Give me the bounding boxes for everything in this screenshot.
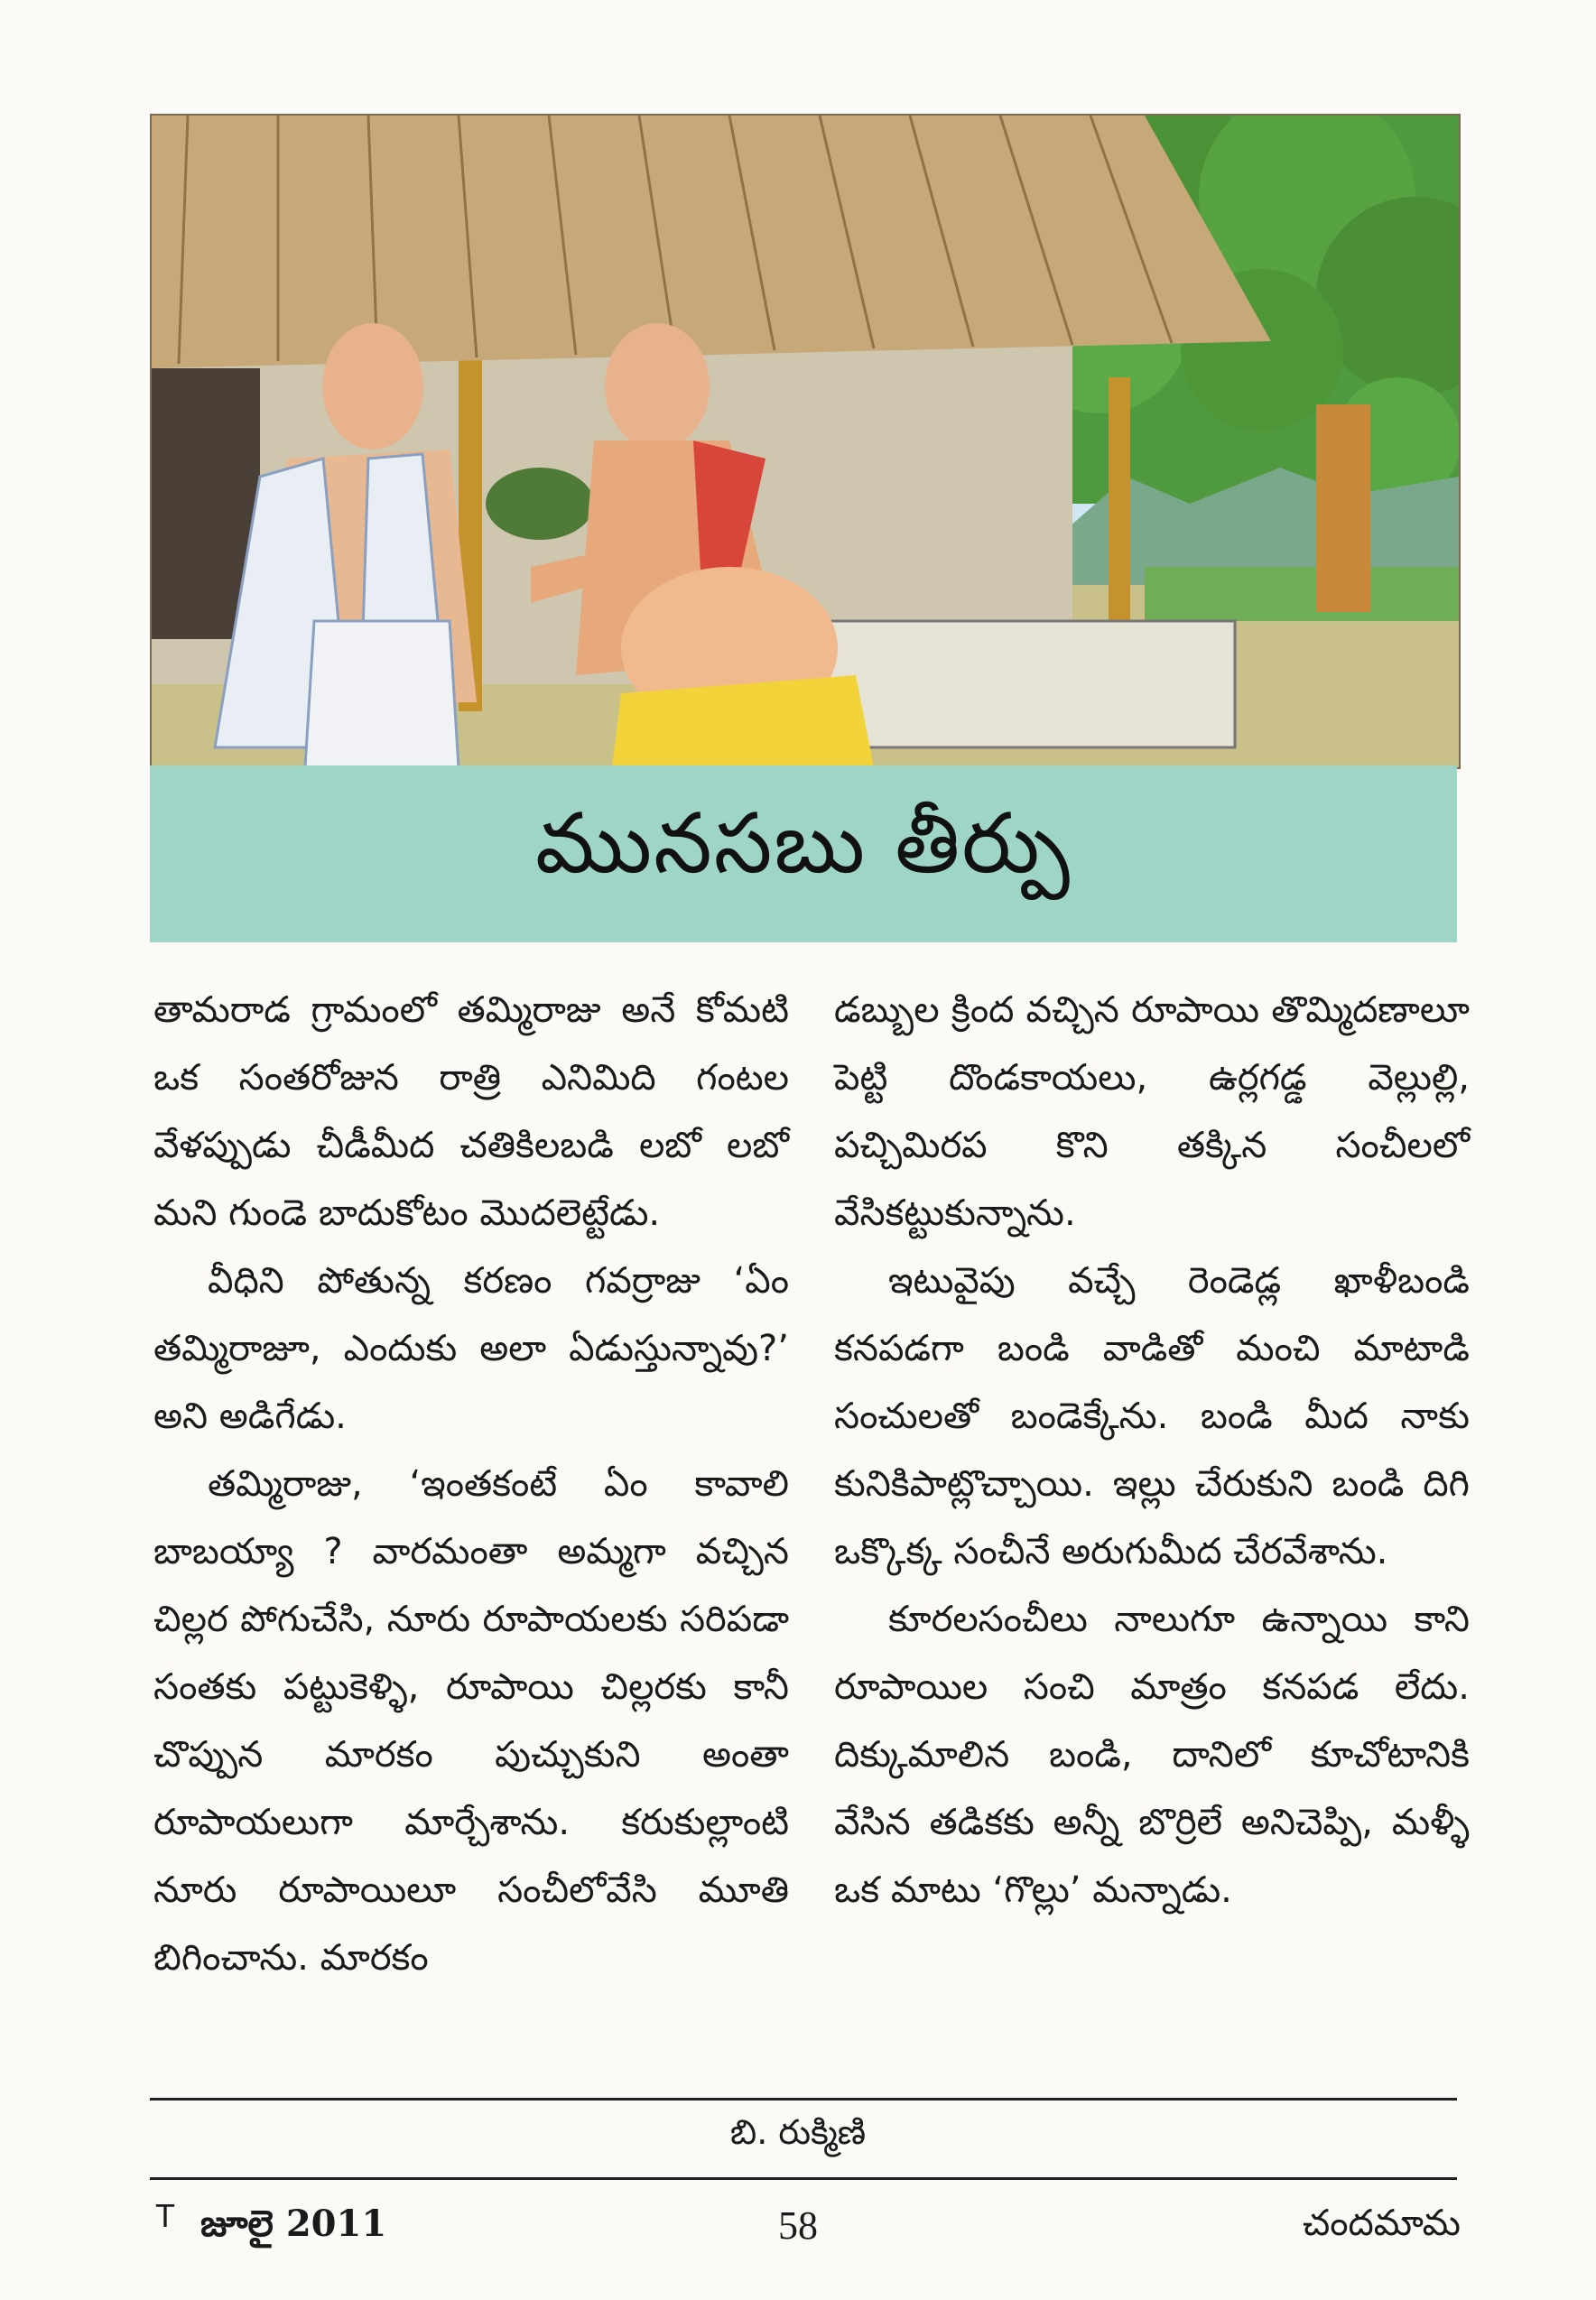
- paragraph: కూరలసంచీలు నాలుగూ ఉన్నాయి కాని రూపాయిల సంచి మాత్రం కనపడ లేదు. దిక్కుమాలిన బండి, దానిలో కూచోటానికి వేసిన తడికకు అన్నీ బొర్రిలే అనిచెప్పి, మళ్ళీ ఒక మాటు ‘గొల్లు’ మన్నాడు.: [834, 1599, 1470, 1911]
- raised-platform: [820, 621, 1235, 747]
- illustration-drawing: [152, 116, 1459, 767]
- right-text-column: [834, 977, 1470, 1924]
- page-number: 58: [778, 2203, 818, 2248]
- pillar: [1109, 377, 1130, 630]
- vegetable-sack: [486, 468, 594, 540]
- grass: [1145, 567, 1459, 621]
- story-title: మునసబు తీర్పు: [534, 795, 1072, 892]
- paragraph: ఇటువైపు వచ్చే రెండెడ్ల ఖాళీబండి కనపడగా బండి వాడితో మంచి మాటాడి సంచులతో బండెక్కేను. బండి మీద నాకు కునికిపాట్లొచ్చాయి. ఇల్లు చేరుకుని బండి దిగి ఒక్కొక్క సంచీనే అరుగుమీద చేరవేశాను.: [834, 1260, 1470, 1572]
- magazine-name: చందమామ: [1302, 2203, 1461, 2244]
- divider: [150, 2177, 1457, 2180]
- paragraph: తమ్మిరాజు, ‘ఇంతకంటే ఏం కావాలి బాబయ్యా ? వారమంతా అమ్మగా వచ్చిన చిల్లర పోగుచేసి, నూరు రూపాయలకు సరిపడా సంతకు పట్టుకెళ్ళి, రూపాయి చిల్లరకు కానీ చొప్పున మారకం పుచ్చుకుని అంతా రూపాయలుగా మార్చేశాను. కరుకుల్లాంటి నూరు రూపాయిలూ సంచీలోవేసి మూతి బిగించాను. మారకం: [153, 1463, 789, 1979]
- divider: [150, 2098, 1457, 2101]
- author-name: బి. రుక్మిణి: [729, 2112, 867, 2152]
- story-illustration: [150, 114, 1461, 769]
- paragraph: తామరాడ గ్రామంలో తమ్మిరాజు అనే కోమటి ఒక సంతరోజున రాత్రి ఎనిమిది గంటల వేళప్పుడు చీడీమీద చతికిలబడి లబో లబో మని గుండె బాదుకోటం మొదలెట్టేడు.: [153, 989, 789, 1234]
- paragraph: వీధిని పోతున్న కరణం గవర్రాజు ‘ఏం తమ్మిరాజూ, ఎందుకు అలా ఏడుస్తున్నావు?’ అని అడిగేడు.: [153, 1260, 789, 1437]
- tree-trunk: [1316, 404, 1370, 612]
- title-band: [150, 765, 1457, 942]
- footer-marker: T: [155, 2197, 175, 2234]
- left-text-column: [153, 977, 789, 1992]
- issue-date: జూలై 2011: [200, 2203, 387, 2245]
- paragraph: డబ్బుల క్రింద వచ్చిన రూపాయి తొమ్మిదణాలూ పెట్టి దొండకాయలు, ఉర్లగడ్డ వెల్లుల్లి, పచ్చిమిరప కొని తక్కిన సంచీలలో వేసికట్టుకున్నాను.: [834, 989, 1470, 1234]
